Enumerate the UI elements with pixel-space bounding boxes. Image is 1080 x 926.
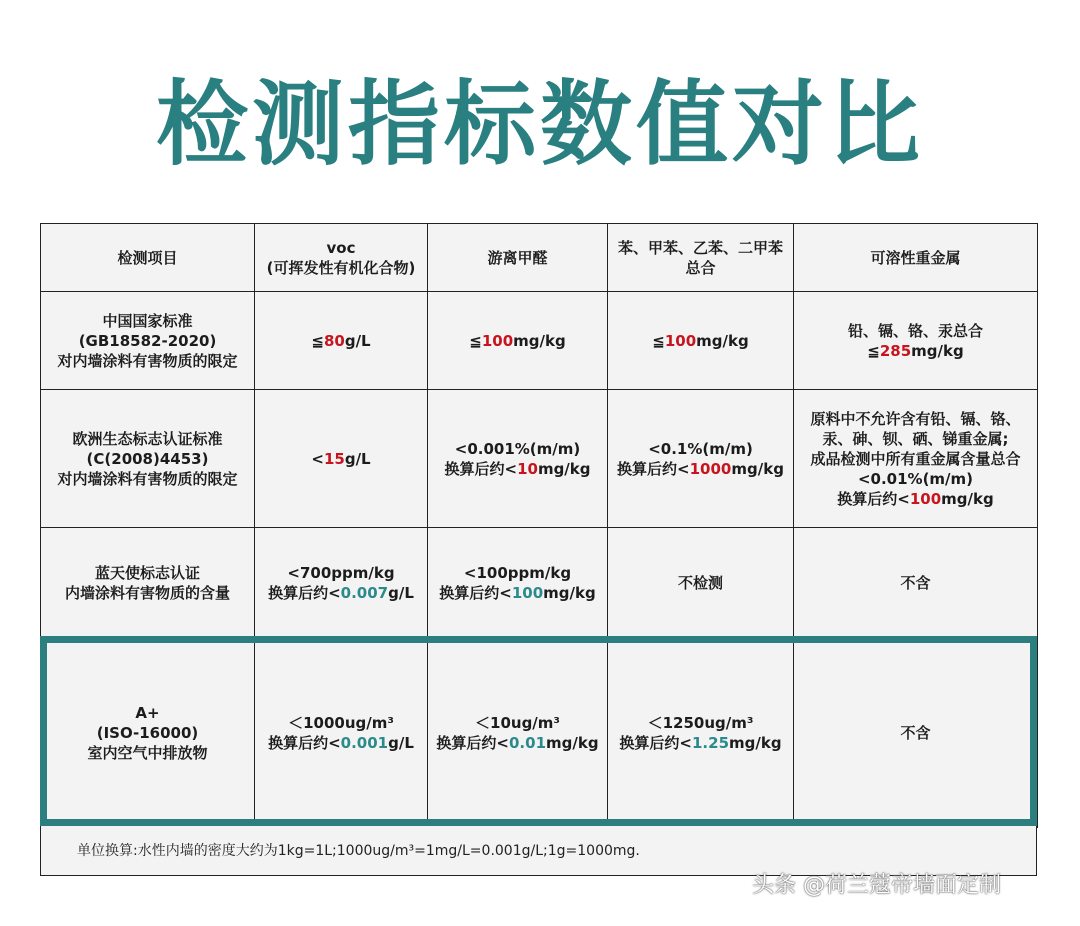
value-text: g/L — [388, 733, 414, 752]
value-text: 换算后约< — [619, 733, 692, 752]
highlight-value: 1.25 — [692, 733, 730, 752]
highlight-value: 80 — [323, 331, 345, 350]
header-cell-benzene: 苯、甲苯、乙苯、二甲苯 总合 — [608, 224, 794, 292]
value-text: mg/kg — [911, 341, 964, 360]
header-cell-item: 检测项目 — [41, 224, 255, 292]
highlight-value: 0.01 — [509, 733, 547, 752]
value-text: 换算后约< — [439, 583, 512, 602]
value-text: 换算后约< — [268, 733, 341, 752]
value-text: ＜1250ug/m³ — [647, 713, 754, 732]
comparison-table — [40, 223, 1038, 828]
highlight-value: 100 — [909, 489, 942, 508]
value-cell — [608, 528, 794, 638]
row-label-cell: A+ (ISO-16000) 室内空气中排放物 — [41, 638, 255, 828]
table-row — [41, 528, 1038, 638]
value-text: ≦ — [867, 341, 880, 360]
value-cell — [794, 390, 1038, 528]
value-text: ＜10ug/m³ — [475, 713, 560, 732]
header-row — [41, 224, 1038, 292]
row-label-cell: 中国国家标准 (GB18582-2020) 对内墙涂料有害物质的限定 — [41, 292, 255, 390]
value-cell — [794, 528, 1038, 638]
value-text: 换算后约< — [436, 733, 509, 752]
highlight-value: 0.001 — [340, 733, 389, 752]
value-text: mg/kg — [537, 459, 591, 478]
value-text: mg/kg — [513, 331, 566, 350]
value-text: mg/kg — [731, 459, 784, 478]
value-cell — [428, 638, 608, 828]
value-cell — [794, 292, 1038, 390]
header-cell-voc: voc (可挥发性有机化合物) — [255, 224, 428, 292]
value-cell — [608, 390, 794, 528]
value-cell — [255, 528, 428, 638]
value-cell — [255, 390, 428, 528]
value-text: 换算后约< — [444, 459, 518, 478]
highlight-value: 0.007 — [340, 583, 389, 602]
value-text: 原料中不允许含有铅、镉、铬、 汞、砷、钡、硒、锑重金属; 成品检测中所有重金属含量总合 <0.01%(m/m) — [810, 409, 1021, 488]
value-text: g/L — [344, 331, 371, 350]
highlight-value: 100 — [511, 583, 544, 602]
value-text: < — [311, 449, 324, 468]
value-cell — [428, 390, 608, 528]
row-label-cell: 蓝天使标志认证 内墙涂料有害物质的含量 — [41, 528, 255, 638]
highlight-value: 285 — [879, 341, 912, 360]
value-text: 换算后约< — [268, 583, 341, 602]
header-cell-formaldehyde: 游离甲醛 — [428, 224, 608, 292]
highlight-value: 15 — [323, 449, 345, 468]
value-text: mg/kg — [546, 733, 599, 752]
value-text: 不含 — [900, 573, 931, 592]
row-label-cell: 欧洲生态标志认证标准 (C(2008)4453) 对内墙涂料有害物质的限定 — [41, 390, 255, 528]
highlight-value: 10 — [517, 459, 538, 478]
value-cell — [794, 638, 1038, 828]
value-text: <0.1%(m/m) — [648, 439, 753, 458]
value-cell — [255, 292, 428, 390]
unit-conversion-note: 单位换算:水性内墙的密度大约为1kg=1L;1000ug/m³=1mg/L=0.001g/L;1g=1000mg. — [40, 826, 1037, 876]
watermark: 头条 @荷兰蔻帝墙面定制 — [752, 873, 1001, 898]
table-row — [41, 390, 1038, 528]
value-text: 不含 — [900, 723, 931, 742]
value-text: mg/kg — [696, 331, 749, 350]
value-cell — [608, 292, 794, 390]
table-row — [41, 292, 1038, 390]
value-text: 换算后约< — [837, 489, 910, 508]
value-cell — [428, 292, 608, 390]
value-text: <700ppm/kg — [287, 563, 395, 582]
value-cell — [608, 638, 794, 828]
value-text: mg/kg — [729, 733, 782, 752]
value-text: 铅、镉、铬、汞总合 — [847, 321, 983, 340]
highlight-value: 100 — [481, 331, 514, 350]
value-text: <100ppm/kg — [463, 563, 572, 582]
value-cell — [428, 528, 608, 638]
value-text: <0.001%(m/m) — [454, 439, 581, 458]
header-cell-heavy-metal: 可溶性重金属 — [794, 224, 1038, 292]
value-text: ≦ — [311, 331, 324, 350]
value-cell — [255, 638, 428, 828]
value-text: mg/kg — [941, 489, 994, 508]
value-text: 换算后约< — [617, 459, 690, 478]
value-text: ＜1000ug/m³ — [288, 713, 394, 732]
highlight-value: 100 — [664, 331, 697, 350]
table-row — [41, 638, 1038, 828]
value-text: mg/kg — [543, 583, 596, 602]
value-text: ≦ — [652, 331, 665, 350]
value-text: 不检测 — [677, 573, 723, 592]
highlight-value: 1000 — [689, 459, 732, 478]
page-title: 检测指标数值对比 — [155, 71, 924, 178]
value-text: g/L — [388, 583, 414, 602]
value-text: ≦ — [469, 331, 482, 350]
value-text: g/L — [344, 449, 371, 468]
